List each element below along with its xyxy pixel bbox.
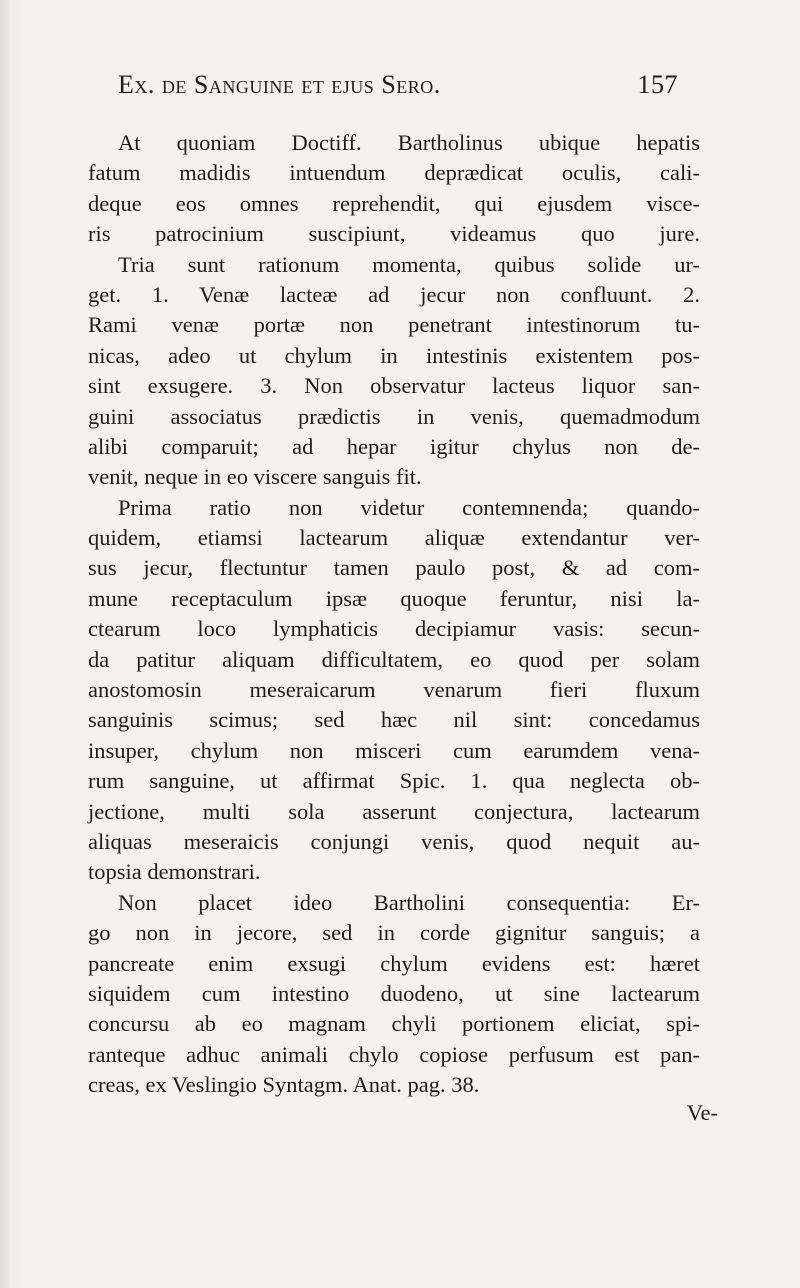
- running-head: [118, 70, 678, 110]
- text-line: mune receptaculum ipsæ quoque feruntur, nisi la-: [88, 585, 700, 611]
- text-line: alibi comparuit; ad hepar igitur chylus non de-: [88, 433, 700, 459]
- text-line: nicas, adeo ut chylum in intestinis existentem pos-: [88, 342, 700, 368]
- text-line: da patitur aliquam difficultatem, eo quod per solam: [88, 646, 700, 672]
- text-line: topsia demonstrari.: [88, 859, 261, 885]
- text-line: Tria sunt rationum momenta, quibus solide ur-: [118, 251, 700, 277]
- text-line: aliquas meseraicis conjungi venis, quod nequit au-: [88, 828, 700, 854]
- text-line: deque eos omnes reprehendit, qui ejusdem visce-: [88, 190, 700, 216]
- page-number: 157: [637, 70, 678, 99]
- text-line: At quoniam Doctiff. Bartholinus ubique hepatis: [118, 130, 700, 155]
- text-line: jectione, multi sola asserunt conjectura, lactearum: [88, 798, 700, 824]
- text-line: concursu ab eo magnam chyli portionem eliciat, spi-: [88, 1011, 700, 1037]
- body-text: [88, 128, 700, 1101]
- text-line: Rami venæ portæ non penetrant intestinorum tu-: [88, 312, 700, 338]
- text-line: creas, ex Veslingio Syntagm. Anat. pag. 38.: [88, 1072, 480, 1098]
- text-line: get. 1. Venæ lacteæ ad jecur non confluunt. 2.: [88, 281, 700, 307]
- catchword: Ve-: [686, 1100, 718, 1125]
- text-line: sus jecur, flectuntur tamen paulo post, & ad com-: [88, 555, 700, 581]
- text-line: fatum madidis intuendum deprædicat oculis, cali-: [88, 160, 700, 186]
- text-line: Non placet ideo Bartholini consequentia: Er-: [118, 889, 700, 915]
- text-line: rum sanguine, ut affirmat Spic. 1. qua neglecta ob-: [88, 768, 700, 794]
- text-line: sanguinis scimus; sed hæc nil sint: concedamus: [88, 707, 700, 733]
- running-title: Ex. de Sanguine et ejus Sero.: [118, 70, 441, 99]
- text-line: ctearum loco lymphaticis decipiamur vasis: secun-: [88, 616, 700, 642]
- text-line: sint exsugere. 3. Non observatur lacteus liquor san-: [88, 373, 700, 399]
- text-line: pancreate enim exsugi chylum evidens est: hæret: [88, 950, 700, 976]
- text-line: siquidem cum intestino duodeno, ut sine lactearum: [88, 980, 700, 1006]
- text-line: ranteque adhuc animali chylo copiose perfusum est pan-: [88, 1041, 700, 1067]
- text-line: guini associatus prædictis in venis, quemadmodum: [88, 403, 700, 429]
- text-line: Prima ratio non videtur contemnenda; quando-: [118, 494, 700, 520]
- text-line: ris patrocinium suscipiunt, videamus quo jure.: [88, 221, 700, 247]
- text-line: quidem, etiamsi lactearum aliquæ extendantur ver-: [88, 525, 700, 551]
- text-line: insuper, chylum non misceri cum earumdem vena-: [88, 737, 700, 763]
- text-line: go non in jecore, sed in corde gignitur sanguis; a: [88, 920, 700, 946]
- text-line: venit, neque in eo viscere sanguis fit.: [88, 464, 422, 490]
- text-line: anostomosin meseraicarum venarum fieri fluxum: [88, 677, 700, 703]
